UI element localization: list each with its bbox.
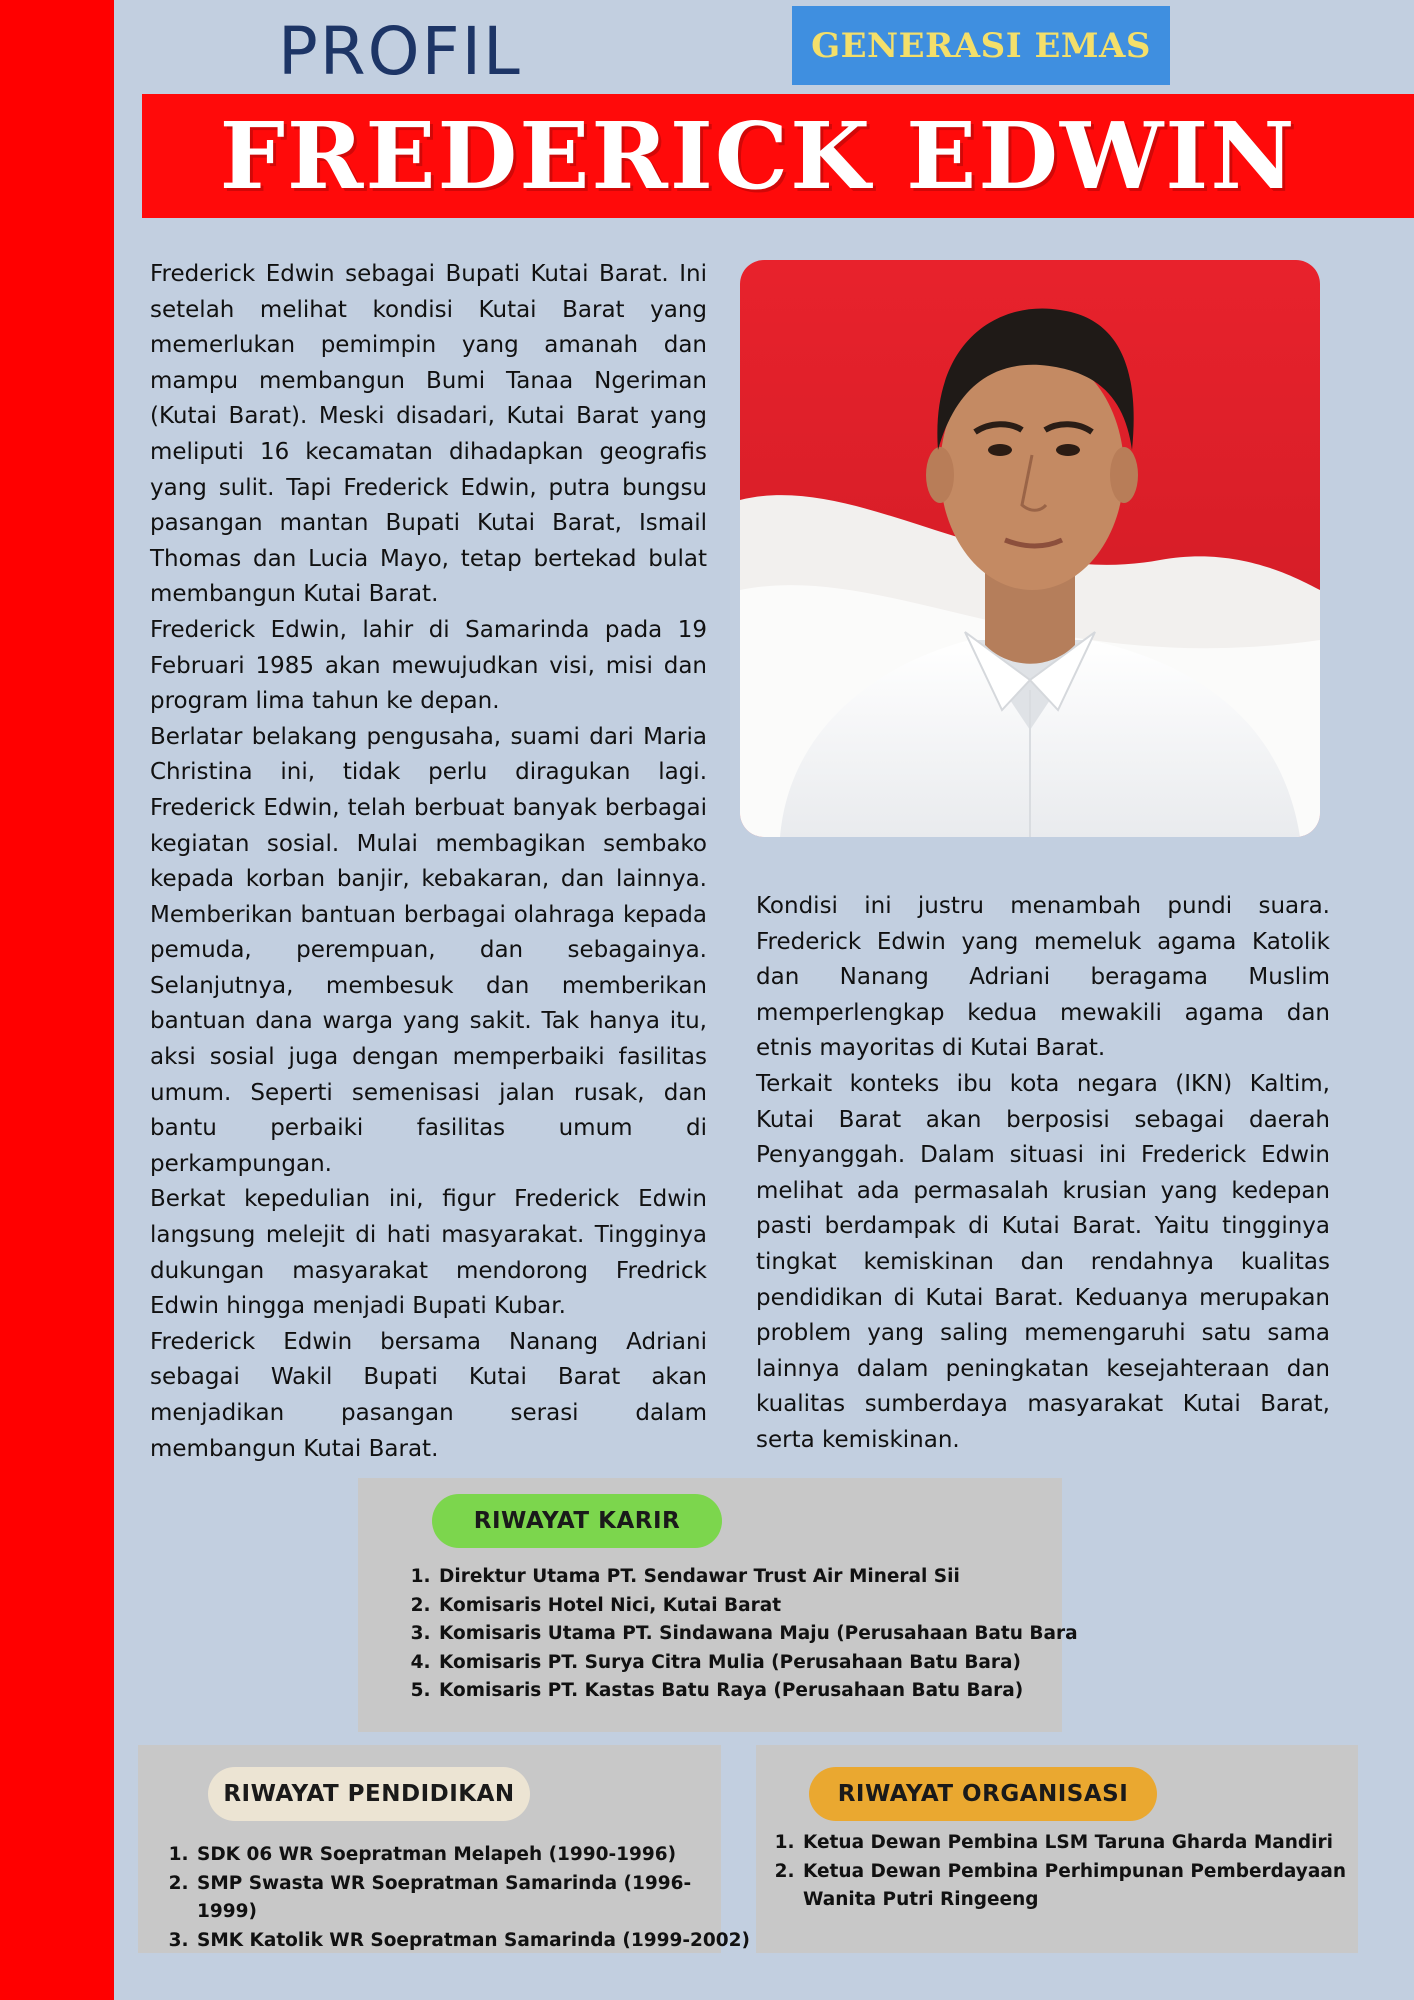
list-item: 2. SMP Swasta WR Soepratman Samarinda (1996-1999) [195, 1870, 750, 1927]
riwayat-pendidikan-box [138, 1745, 750, 1953]
riwayat-organisasi-title: RIWAYAT ORGANISASI [809, 1767, 1157, 1821]
portrait-photo [740, 260, 1320, 837]
paragraph: Frederick Edwin bersama Nanang Adriani sebagai Wakil Bupati Kutai Barat akan menjadikan pasangan serasi dalam membangun Kutai Barat. [150, 1328, 707, 1462]
profil-heading: PROFIL [278, 13, 522, 90]
riwayat-karir-title: RIWAYAT KARIR [432, 1494, 722, 1548]
left-red-stripe [0, 0, 114, 2000]
riwayat-karir-box [358, 1478, 1078, 1732]
list-item: 2. Ketua Dewan Pembina Perhimpunan Pemberdayaan Wanita Putri Ringeeng [801, 1858, 1385, 1915]
list-item: 4. Komisaris PT. Surya Citra Mulia (Perusahaan Batu Bara) [437, 1649, 1087, 1678]
list-item: 2. Komisaris Hotel Nici, Kutai Barat [437, 1592, 1087, 1621]
organisasi-list [770, 1829, 1385, 1915]
paragraph: Berlatar belakang pengusaha, suami dari Maria Christina ini, tidak perlu diragukan lagi. Frederick Edwin, telah berbuat banyak berbagai kegiatan sosial. Mulai membagikan sembako kepada korban banjir, kebakaran, dan lainnya. Memberikan bantuan berbagai olahraga kepada pemuda, perempuan, dan sebagainya. Selanjutnya, membesuk dan memberikan bantuan dana warga yang sakit. Tak hanya itu, aksi sosial juga dengan memperbaiki fasilitas umum. Seperti semenisasi jalan rusak, dan bantu perbaiki fasilitas umum di perkampungan. [150, 723, 707, 1177]
biography-left-column [150, 257, 707, 1467]
list-item: 1. SDK 06 WR Soepratman Melapeh (1990-1996) [195, 1841, 750, 1870]
biography-right-column [756, 889, 1330, 1459]
list-item: 3. Komisaris Utama PT. Sindawana Maju (Perusahaan Batu Bara [437, 1620, 1087, 1649]
list-item: 1. Ketua Dewan Pembina LSM Taruna Gharda Mandiri [801, 1829, 1385, 1858]
paragraph: Kondisi ini justru menambah pundi suara. Frederick Edwin yang memeluk agama Katolik dan Nanang Adriani beragama Muslim memperlengkap kedua mewakili agama dan etnis mayoritas di Kutai Barat. [756, 893, 1330, 1062]
paragraph: Terkait konteks ibu kota negara (IKN) Kaltim, Kutai Barat akan berposisi sebagai daerah Penyanggah. Dalam situasi ini Frederick Edwin melihat ada permasalah krusian yang kedepan pasti berdampak di Kutai Barat. Yaitu tingginya tingkat kemiskinan dan rendahnya kualitas pendidikan di Kutai Barat. Keduanya merupakan problem yang saling memengaruhi satu sama lainnya dalam peningkatan kesejahteraan dan kualitas sumberdaya masyarakat Kutai Barat, serta kemiskinan. [756, 1070, 1330, 1453]
list-item: 1. Direktur Utama PT. Sendawar Trust Air Mineral Sii [437, 1563, 1087, 1592]
karir-list [406, 1563, 1087, 1706]
pendidikan-list [164, 1841, 750, 1955]
paragraph: Berkat kepedulian ini, figur Frederick Edwin langsung melejit di hati masyarakat. Tingginya dukungan masyarakat mendorong Fredrick Edwin hingga menjadi Bupati Kubar. [150, 1186, 707, 1320]
badge-label: GENERASI EMAS [811, 25, 1151, 66]
name-banner [142, 94, 1414, 218]
paragraph: Frederick Edwin sebagai Bupati Kutai Barat. Ini setelah melihat kondisi Kutai Barat yang memerlukan pemimpin yang amanah dan mampu membangun Bumi Tanaa Ngeriman (Kutai Barat). Meski disadari, Kutai Barat yang meliputi 16 kecamatan dihadapkan geografis yang sulit. Tapi Frederick Edwin, putra bungsu pasangan mantan Bupati Kutai Barat, Ismail Thomas dan Lucia Mayo, tetap bertekad bulat membangun Kutai Barat. [150, 261, 707, 608]
riwayat-pendidikan-title: RIWAYAT PENDIDIKAN [208, 1767, 530, 1821]
portrait-illustration [740, 260, 1320, 837]
paragraph: Frederick Edwin, lahir di Samarinda pada 19 Februari 1985 akan mewujudkan visi, misi dan program lima tahun ke depan. [150, 616, 707, 715]
generasi-emas-badge [792, 6, 1170, 85]
list-item: 5. Komisaris PT. Kastas Batu Raya (Perusahaan Batu Bara) [437, 1677, 1087, 1706]
person-name: FREDERICK EDWIN [219, 102, 1297, 210]
list-item: 3. SMK Katolik WR Soepratman Samarinda (1999-2002) [195, 1927, 750, 1956]
riwayat-organisasi-box [756, 1745, 1358, 1953]
